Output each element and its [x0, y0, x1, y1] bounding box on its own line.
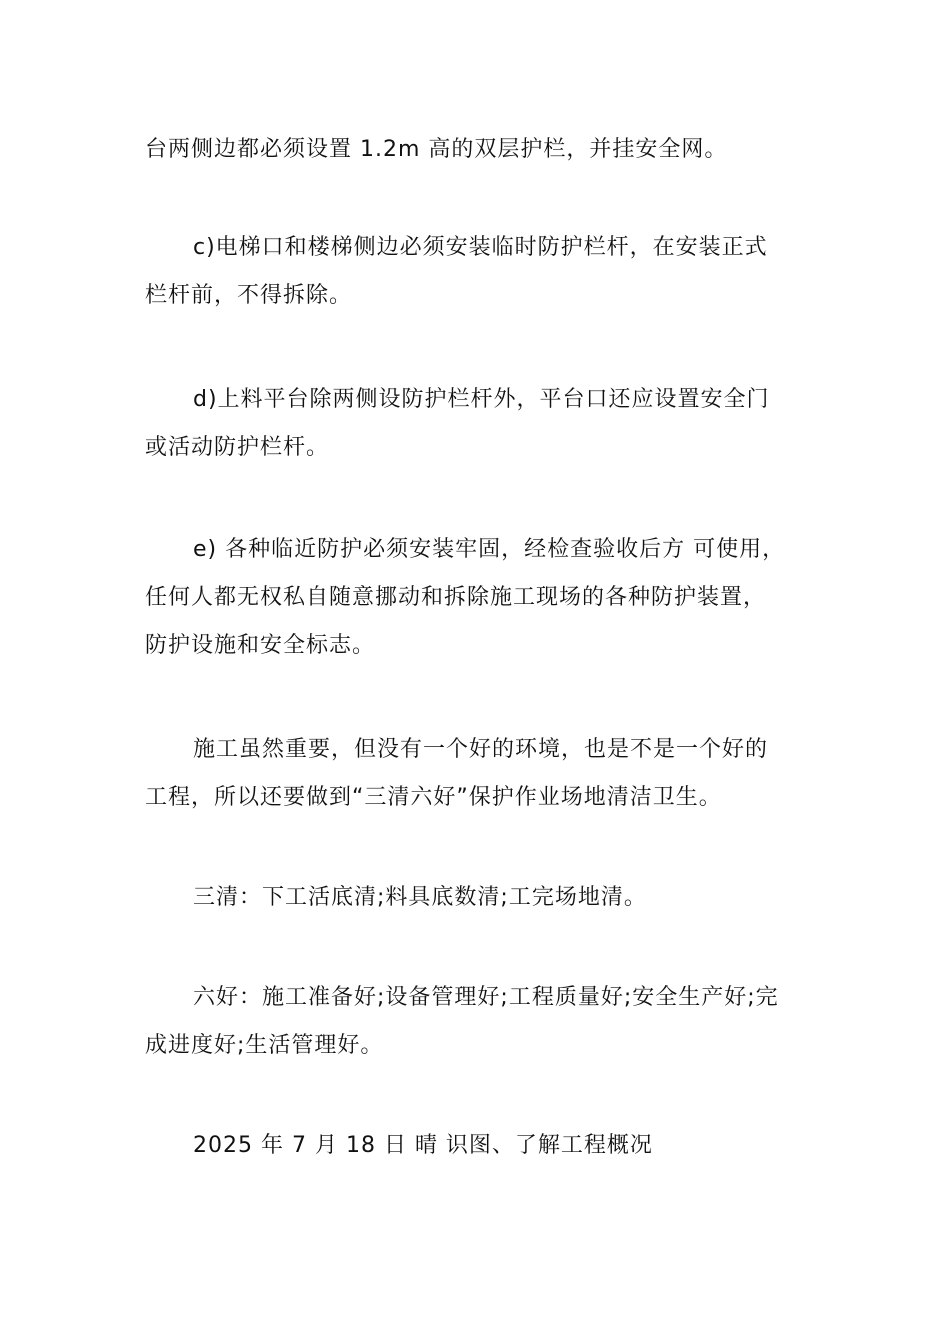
- text-line: 2025 年 7 月 18 日 晴 识图、了解工程概况: [193, 1133, 653, 1158]
- text-line: c)电梯口和楼梯侧边必须安装临时防护栏杆，在安装正式: [193, 235, 768, 260]
- text-line: 成进度好;生活管理好。: [145, 1033, 384, 1058]
- paragraph-six-good: [145, 974, 810, 1070]
- text-line: e) 各种临近防护必须安装牢固，经检查验收后方 可使用，: [193, 537, 786, 562]
- paragraph-environment: [145, 726, 810, 822]
- paragraph-item-e: [145, 526, 810, 670]
- text-line: 施工虽然重要，但没有一个好的环境，也是不是一个好的: [193, 737, 769, 762]
- paragraph-item-c: [145, 224, 810, 320]
- text-line: 任何人都无权私自随意挪动和拆除施工现场的各种防护装置，: [145, 585, 767, 610]
- text-line: 六好：施工准备好;设备管理好;工程质量好;安全生产好;完: [193, 985, 779, 1010]
- paragraph-diary-entry: [145, 1122, 810, 1170]
- text-line: 工程，所以还要做到“三清六好”保护作业场地清洁卫生。: [145, 785, 722, 810]
- text-line: 台两侧边都必须设置 1.2m 高的双层护栏，并挂安全网。: [145, 137, 728, 162]
- paragraph-item-d: [145, 376, 810, 472]
- text-line: 或活动防护栏杆。: [145, 435, 330, 460]
- paragraph-three-clean: [145, 874, 810, 922]
- paragraph-guardrail-continuation: [145, 126, 810, 174]
- text-line: d)上料平台除两侧设防护栏杆外，平台口还应设置安全门: [193, 387, 770, 412]
- text-line: 栏杆前，不得拆除。: [145, 283, 353, 308]
- text-line: 三清：下工活底清;料具底数清;工完场地清。: [193, 885, 647, 910]
- text-line: 防护设施和安全标志。: [145, 633, 376, 658]
